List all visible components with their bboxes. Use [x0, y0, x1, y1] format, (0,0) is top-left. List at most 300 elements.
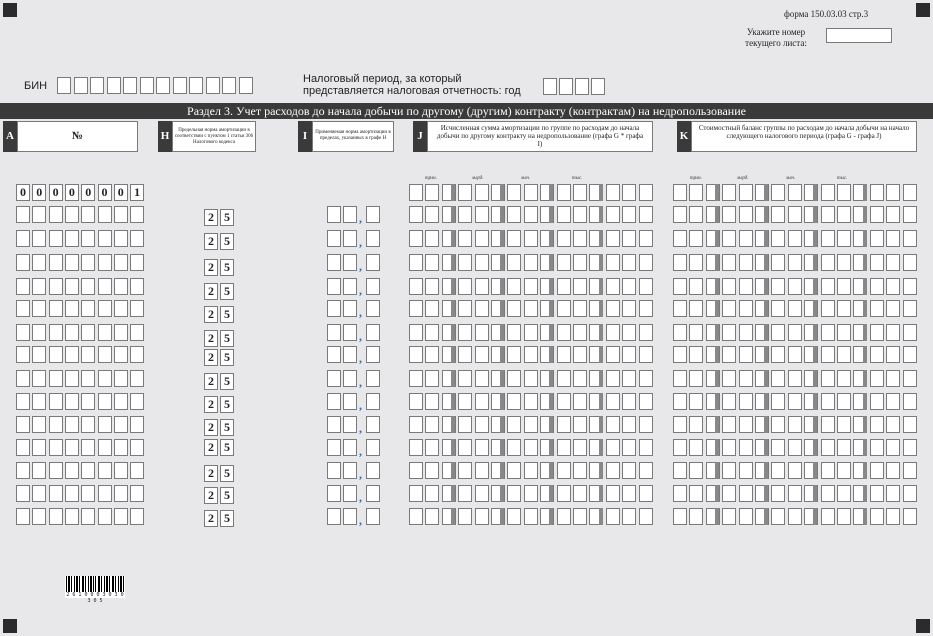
col-h-digit-cell[interactable]: 5: [220, 373, 234, 390]
col-k-digit-cell[interactable]: [788, 230, 802, 247]
col-k-digit-cell[interactable]: [821, 462, 835, 479]
col-j-digit-cell[interactable]: [557, 508, 571, 525]
col-j-digit-cell[interactable]: [524, 278, 538, 295]
col-k-digit-cell[interactable]: [837, 393, 851, 410]
col-a-digit-cell[interactable]: [32, 300, 46, 317]
col-k-digit-cell[interactable]: [673, 300, 687, 317]
col-a-digit-cell[interactable]: [16, 416, 30, 433]
col-j-digit-cell[interactable]: [425, 184, 439, 201]
col-h-digit-cell[interactable]: 2: [204, 419, 218, 436]
col-k-digit-cell[interactable]: [739, 278, 753, 295]
col-i-digit-cell[interactable]: [327, 370, 341, 387]
col-k-digit-cell[interactable]: [886, 300, 900, 317]
col-k-digit-cell[interactable]: [870, 278, 884, 295]
col-a-digit-cell[interactable]: [130, 508, 144, 525]
col-j-digit-cell[interactable]: [507, 278, 521, 295]
col-k-digit-cell[interactable]: [837, 508, 851, 525]
col-i-digit-cell[interactable]: [366, 278, 380, 295]
col-k-digit-cell[interactable]: [886, 416, 900, 433]
col-a-digit-cell[interactable]: [130, 254, 144, 271]
col-j-digit-cell[interactable]: [573, 462, 587, 479]
col-j-digit-cell[interactable]: [573, 206, 587, 223]
col-j-digit-cell[interactable]: [458, 324, 472, 341]
col-j-digit-cell[interactable]: [557, 254, 571, 271]
col-k-digit-cell[interactable]: [870, 439, 884, 456]
col-j-digit-cell[interactable]: [425, 324, 439, 341]
col-j-digit-cell[interactable]: [573, 300, 587, 317]
col-j-digit-cell[interactable]: [639, 230, 653, 247]
col-a-digit-cell[interactable]: [81, 370, 95, 387]
col-j-digit-cell[interactable]: [458, 346, 472, 363]
col-j-digit-cell[interactable]: [524, 393, 538, 410]
col-a-digit-cell[interactable]: [32, 254, 46, 271]
col-j-digit-cell[interactable]: [475, 462, 489, 479]
col-k-digit-cell[interactable]: [821, 324, 835, 341]
col-k-digit-cell[interactable]: [870, 346, 884, 363]
col-k-digit-cell[interactable]: [788, 370, 802, 387]
col-j-digit-cell[interactable]: [639, 393, 653, 410]
col-j-digit-cell[interactable]: [606, 393, 620, 410]
col-a-digit-cell[interactable]: [98, 462, 112, 479]
row-number-digit[interactable]: 0: [65, 184, 79, 201]
col-k-digit-cell[interactable]: [903, 300, 917, 317]
col-j-digit-cell[interactable]: [475, 393, 489, 410]
col-k-digit-cell[interactable]: [903, 508, 917, 525]
col-j-digit-cell[interactable]: [606, 278, 620, 295]
col-a-digit-cell[interactable]: [81, 416, 95, 433]
col-a-digit-cell[interactable]: [16, 230, 30, 247]
col-j-digit-cell[interactable]: [524, 230, 538, 247]
col-k-digit-cell[interactable]: [673, 346, 687, 363]
col-j-digit-cell[interactable]: [557, 346, 571, 363]
col-h-digit-cell[interactable]: 5: [220, 439, 234, 456]
col-k-digit-cell[interactable]: [821, 300, 835, 317]
col-a-digit-cell[interactable]: [65, 254, 79, 271]
col-j-digit-cell[interactable]: [409, 393, 423, 410]
col-i-digit-cell[interactable]: [366, 324, 380, 341]
col-a-digit-cell[interactable]: [32, 462, 46, 479]
col-a-digit-cell[interactable]: [16, 370, 30, 387]
bin-digit-cell[interactable]: [239, 77, 253, 94]
col-a-digit-cell[interactable]: [114, 485, 128, 502]
col-a-digit-cell[interactable]: [81, 278, 95, 295]
col-i-digit-cell[interactable]: [366, 206, 380, 223]
col-k-digit-cell[interactable]: [821, 439, 835, 456]
col-k-digit-cell[interactable]: [837, 324, 851, 341]
col-k-digit-cell[interactable]: [870, 370, 884, 387]
col-k-digit-cell[interactable]: [771, 300, 785, 317]
col-a-digit-cell[interactable]: [32, 346, 46, 363]
col-j-digit-cell[interactable]: [475, 254, 489, 271]
col-a-digit-cell[interactable]: [49, 346, 63, 363]
col-j-digit-cell[interactable]: [425, 300, 439, 317]
col-k-digit-cell[interactable]: [886, 346, 900, 363]
col-k-digit-cell[interactable]: [903, 462, 917, 479]
bin-digit-cell[interactable]: [107, 77, 121, 94]
col-k-digit-cell[interactable]: [739, 254, 753, 271]
col-j-digit-cell[interactable]: [557, 370, 571, 387]
col-j-digit-cell[interactable]: [639, 324, 653, 341]
col-k-digit-cell[interactable]: [903, 485, 917, 502]
col-j-digit-cell[interactable]: [524, 485, 538, 502]
bin-digit-cell[interactable]: [74, 77, 88, 94]
col-j-digit-cell[interactable]: [622, 439, 636, 456]
col-j-digit-cell[interactable]: [458, 439, 472, 456]
col-k-digit-cell[interactable]: [722, 462, 736, 479]
col-k-digit-cell[interactable]: [739, 393, 753, 410]
col-k-digit-cell[interactable]: [689, 439, 703, 456]
col-k-digit-cell[interactable]: [821, 254, 835, 271]
col-k-digit-cell[interactable]: [886, 393, 900, 410]
col-i-digit-cell[interactable]: [343, 346, 357, 363]
col-i-digit-cell[interactable]: [366, 300, 380, 317]
col-a-digit-cell[interactable]: [49, 324, 63, 341]
col-k-digit-cell[interactable]: [903, 184, 917, 201]
col-j-digit-cell[interactable]: [622, 462, 636, 479]
col-j-digit-cell[interactable]: [557, 206, 571, 223]
col-k-digit-cell[interactable]: [870, 324, 884, 341]
col-a-digit-cell[interactable]: [81, 346, 95, 363]
col-j-digit-cell[interactable]: [507, 393, 521, 410]
col-a-digit-cell[interactable]: [16, 462, 30, 479]
col-j-digit-cell[interactable]: [557, 462, 571, 479]
col-j-digit-cell[interactable]: [409, 508, 423, 525]
col-j-digit-cell[interactable]: [622, 300, 636, 317]
col-h-digit-cell[interactable]: 5: [220, 487, 234, 504]
col-j-digit-cell[interactable]: [524, 439, 538, 456]
col-k-digit-cell[interactable]: [821, 206, 835, 223]
col-i-digit-cell[interactable]: [343, 370, 357, 387]
col-k-digit-cell[interactable]: [886, 370, 900, 387]
col-i-digit-cell[interactable]: [327, 485, 341, 502]
col-k-digit-cell[interactable]: [821, 370, 835, 387]
col-j-digit-cell[interactable]: [573, 508, 587, 525]
col-k-digit-cell[interactable]: [673, 416, 687, 433]
col-k-digit-cell[interactable]: [673, 278, 687, 295]
col-j-digit-cell[interactable]: [507, 462, 521, 479]
col-k-digit-cell[interactable]: [788, 508, 802, 525]
col-j-digit-cell[interactable]: [622, 508, 636, 525]
col-k-digit-cell[interactable]: [739, 370, 753, 387]
col-j-digit-cell[interactable]: [622, 393, 636, 410]
col-j-digit-cell[interactable]: [507, 439, 521, 456]
col-k-digit-cell[interactable]: [771, 439, 785, 456]
col-j-digit-cell[interactable]: [573, 184, 587, 201]
col-k-digit-cell[interactable]: [739, 184, 753, 201]
col-j-digit-cell[interactable]: [639, 300, 653, 317]
col-h-digit-cell[interactable]: 2: [204, 510, 218, 527]
col-i-digit-cell[interactable]: [343, 254, 357, 271]
col-j-digit-cell[interactable]: [409, 462, 423, 479]
col-k-digit-cell[interactable]: [689, 346, 703, 363]
col-j-digit-cell[interactable]: [458, 184, 472, 201]
col-k-digit-cell[interactable]: [771, 324, 785, 341]
col-k-digit-cell[interactable]: [771, 485, 785, 502]
col-k-digit-cell[interactable]: [903, 278, 917, 295]
col-j-digit-cell[interactable]: [573, 416, 587, 433]
col-a-digit-cell[interactable]: [65, 485, 79, 502]
col-j-digit-cell[interactable]: [606, 439, 620, 456]
col-j-digit-cell[interactable]: [458, 485, 472, 502]
col-a-digit-cell[interactable]: [32, 485, 46, 502]
col-k-digit-cell[interactable]: [722, 230, 736, 247]
col-k-digit-cell[interactable]: [739, 462, 753, 479]
col-a-digit-cell[interactable]: [16, 393, 30, 410]
sheet-number-input[interactable]: [826, 28, 892, 43]
col-j-digit-cell[interactable]: [573, 370, 587, 387]
col-j-digit-cell[interactable]: [557, 300, 571, 317]
col-j-digit-cell[interactable]: [639, 370, 653, 387]
col-k-digit-cell[interactable]: [821, 485, 835, 502]
col-a-digit-cell[interactable]: [65, 324, 79, 341]
col-j-digit-cell[interactable]: [557, 230, 571, 247]
col-k-digit-cell[interactable]: [788, 324, 802, 341]
col-j-digit-cell[interactable]: [606, 254, 620, 271]
col-h-digit-cell[interactable]: 2: [204, 487, 218, 504]
bin-digit-cell[interactable]: [189, 77, 203, 94]
col-j-digit-cell[interactable]: [573, 439, 587, 456]
col-j-digit-cell[interactable]: [606, 416, 620, 433]
col-k-digit-cell[interactable]: [722, 346, 736, 363]
col-a-digit-cell[interactable]: [98, 508, 112, 525]
col-k-digit-cell[interactable]: [837, 439, 851, 456]
col-i-digit-cell[interactable]: [343, 462, 357, 479]
col-i-digit-cell[interactable]: [343, 324, 357, 341]
row-number-digit[interactable]: 0: [32, 184, 46, 201]
col-k-digit-cell[interactable]: [870, 462, 884, 479]
col-j-digit-cell[interactable]: [475, 370, 489, 387]
col-j-digit-cell[interactable]: [606, 346, 620, 363]
col-a-digit-cell[interactable]: [32, 416, 46, 433]
col-k-digit-cell[interactable]: [837, 370, 851, 387]
col-j-digit-cell[interactable]: [409, 485, 423, 502]
col-k-digit-cell[interactable]: [886, 184, 900, 201]
col-k-digit-cell[interactable]: [722, 393, 736, 410]
year-digit-cell[interactable]: [575, 78, 589, 95]
col-h-digit-cell[interactable]: 5: [220, 233, 234, 250]
col-k-digit-cell[interactable]: [788, 346, 802, 363]
col-k-digit-cell[interactable]: [886, 439, 900, 456]
col-a-digit-cell[interactable]: [32, 324, 46, 341]
bin-digit-cell[interactable]: [156, 77, 170, 94]
col-a-digit-cell[interactable]: [114, 393, 128, 410]
col-a-digit-cell[interactable]: [98, 416, 112, 433]
col-i-digit-cell[interactable]: [343, 300, 357, 317]
col-j-digit-cell[interactable]: [507, 370, 521, 387]
col-i-digit-cell[interactable]: [327, 230, 341, 247]
col-i-digit-cell[interactable]: [327, 206, 341, 223]
col-k-digit-cell[interactable]: [886, 462, 900, 479]
col-a-digit-cell[interactable]: [98, 439, 112, 456]
col-k-digit-cell[interactable]: [903, 206, 917, 223]
col-j-digit-cell[interactable]: [622, 278, 636, 295]
col-h-digit-cell[interactable]: 2: [204, 306, 218, 323]
col-i-digit-cell[interactable]: [327, 508, 341, 525]
col-a-digit-cell[interactable]: [32, 393, 46, 410]
col-a-digit-cell[interactable]: [65, 230, 79, 247]
col-a-digit-cell[interactable]: [81, 393, 95, 410]
col-a-digit-cell[interactable]: [98, 485, 112, 502]
col-k-digit-cell[interactable]: [673, 393, 687, 410]
col-k-digit-cell[interactable]: [739, 324, 753, 341]
col-a-digit-cell[interactable]: [130, 278, 144, 295]
col-j-digit-cell[interactable]: [409, 254, 423, 271]
col-k-digit-cell[interactable]: [837, 300, 851, 317]
col-i-digit-cell[interactable]: [366, 346, 380, 363]
col-k-digit-cell[interactable]: [722, 508, 736, 525]
col-a-digit-cell[interactable]: [49, 230, 63, 247]
col-j-digit-cell[interactable]: [639, 346, 653, 363]
col-j-digit-cell[interactable]: [458, 416, 472, 433]
col-j-digit-cell[interactable]: [524, 416, 538, 433]
col-h-digit-cell[interactable]: 2: [204, 439, 218, 456]
col-j-digit-cell[interactable]: [524, 462, 538, 479]
col-j-digit-cell[interactable]: [606, 485, 620, 502]
col-j-digit-cell[interactable]: [573, 393, 587, 410]
col-k-digit-cell[interactable]: [673, 508, 687, 525]
col-a-digit-cell[interactable]: [130, 206, 144, 223]
col-a-digit-cell[interactable]: [32, 278, 46, 295]
col-a-digit-cell[interactable]: [16, 439, 30, 456]
col-j-digit-cell[interactable]: [639, 184, 653, 201]
col-j-digit-cell[interactable]: [425, 278, 439, 295]
col-k-digit-cell[interactable]: [739, 508, 753, 525]
col-k-digit-cell[interactable]: [837, 485, 851, 502]
col-a-digit-cell[interactable]: [81, 485, 95, 502]
col-i-digit-cell[interactable]: [327, 324, 341, 341]
col-a-digit-cell[interactable]: [114, 300, 128, 317]
col-a-digit-cell[interactable]: [49, 439, 63, 456]
col-h-digit-cell[interactable]: 5: [220, 349, 234, 366]
col-h-digit-cell[interactable]: 5: [220, 209, 234, 226]
col-k-digit-cell[interactable]: [722, 485, 736, 502]
col-j-digit-cell[interactable]: [622, 324, 636, 341]
col-k-digit-cell[interactable]: [837, 416, 851, 433]
col-k-digit-cell[interactable]: [837, 462, 851, 479]
col-a-digit-cell[interactable]: [130, 370, 144, 387]
col-i-digit-cell[interactable]: [343, 416, 357, 433]
col-k-digit-cell[interactable]: [870, 254, 884, 271]
col-a-digit-cell[interactable]: [49, 393, 63, 410]
col-a-digit-cell[interactable]: [32, 206, 46, 223]
row-number-digit[interactable]: 1: [130, 184, 144, 201]
col-j-digit-cell[interactable]: [425, 416, 439, 433]
col-i-digit-cell[interactable]: [366, 230, 380, 247]
col-a-digit-cell[interactable]: [49, 300, 63, 317]
col-a-digit-cell[interactable]: [16, 254, 30, 271]
col-a-digit-cell[interactable]: [65, 370, 79, 387]
col-a-digit-cell[interactable]: [98, 370, 112, 387]
col-i-digit-cell[interactable]: [327, 300, 341, 317]
col-i-digit-cell[interactable]: [366, 393, 380, 410]
col-k-digit-cell[interactable]: [673, 485, 687, 502]
col-j-digit-cell[interactable]: [507, 416, 521, 433]
col-a-digit-cell[interactable]: [16, 206, 30, 223]
col-a-digit-cell[interactable]: [130, 462, 144, 479]
col-j-digit-cell[interactable]: [475, 206, 489, 223]
col-k-digit-cell[interactable]: [771, 230, 785, 247]
col-j-digit-cell[interactable]: [524, 370, 538, 387]
col-j-digit-cell[interactable]: [425, 370, 439, 387]
col-j-digit-cell[interactable]: [475, 324, 489, 341]
col-a-digit-cell[interactable]: [16, 300, 30, 317]
row-number-digit[interactable]: 0: [114, 184, 128, 201]
col-k-digit-cell[interactable]: [788, 184, 802, 201]
col-j-digit-cell[interactable]: [606, 324, 620, 341]
col-j-digit-cell[interactable]: [475, 300, 489, 317]
col-j-digit-cell[interactable]: [475, 508, 489, 525]
col-j-digit-cell[interactable]: [622, 206, 636, 223]
col-a-digit-cell[interactable]: [114, 230, 128, 247]
col-j-digit-cell[interactable]: [606, 300, 620, 317]
col-j-digit-cell[interactable]: [409, 184, 423, 201]
col-j-digit-cell[interactable]: [458, 254, 472, 271]
col-h-digit-cell[interactable]: 5: [220, 465, 234, 482]
col-j-digit-cell[interactable]: [409, 416, 423, 433]
year-digit-cell[interactable]: [543, 78, 557, 95]
col-i-digit-cell[interactable]: [343, 206, 357, 223]
col-j-digit-cell[interactable]: [622, 346, 636, 363]
col-i-digit-cell[interactable]: [343, 508, 357, 525]
col-a-digit-cell[interactable]: [49, 508, 63, 525]
col-a-digit-cell[interactable]: [32, 508, 46, 525]
bin-digit-cell[interactable]: [90, 77, 104, 94]
col-j-digit-cell[interactable]: [507, 184, 521, 201]
col-a-digit-cell[interactable]: [114, 254, 128, 271]
col-j-digit-cell[interactable]: [458, 462, 472, 479]
col-k-digit-cell[interactable]: [870, 206, 884, 223]
col-k-digit-cell[interactable]: [788, 485, 802, 502]
col-a-digit-cell[interactable]: [130, 416, 144, 433]
col-h-digit-cell[interactable]: 2: [204, 233, 218, 250]
col-j-digit-cell[interactable]: [524, 346, 538, 363]
col-k-digit-cell[interactable]: [903, 324, 917, 341]
col-k-digit-cell[interactable]: [689, 206, 703, 223]
col-j-digit-cell[interactable]: [606, 184, 620, 201]
col-k-digit-cell[interactable]: [722, 206, 736, 223]
col-j-digit-cell[interactable]: [475, 346, 489, 363]
col-j-digit-cell[interactable]: [475, 416, 489, 433]
col-k-digit-cell[interactable]: [722, 254, 736, 271]
col-k-digit-cell[interactable]: [837, 278, 851, 295]
col-a-digit-cell[interactable]: [81, 300, 95, 317]
col-a-digit-cell[interactable]: [65, 416, 79, 433]
col-j-digit-cell[interactable]: [458, 278, 472, 295]
col-a-digit-cell[interactable]: [114, 206, 128, 223]
col-j-digit-cell[interactable]: [622, 184, 636, 201]
col-j-digit-cell[interactable]: [507, 300, 521, 317]
col-k-digit-cell[interactable]: [821, 346, 835, 363]
col-j-digit-cell[interactable]: [425, 439, 439, 456]
col-k-digit-cell[interactable]: [903, 370, 917, 387]
col-a-digit-cell[interactable]: [16, 278, 30, 295]
row-number-digit[interactable]: 0: [16, 184, 30, 201]
col-j-digit-cell[interactable]: [425, 393, 439, 410]
col-j-digit-cell[interactable]: [409, 324, 423, 341]
col-j-digit-cell[interactable]: [573, 278, 587, 295]
col-i-digit-cell[interactable]: [327, 346, 341, 363]
row-number-digit[interactable]: 0: [49, 184, 63, 201]
col-a-digit-cell[interactable]: [130, 230, 144, 247]
col-a-digit-cell[interactable]: [114, 416, 128, 433]
year-digit-cell[interactable]: [591, 78, 605, 95]
col-j-digit-cell[interactable]: [475, 485, 489, 502]
col-k-digit-cell[interactable]: [771, 278, 785, 295]
col-k-digit-cell[interactable]: [689, 462, 703, 479]
col-a-digit-cell[interactable]: [114, 462, 128, 479]
col-j-digit-cell[interactable]: [409, 370, 423, 387]
col-k-digit-cell[interactable]: [771, 346, 785, 363]
